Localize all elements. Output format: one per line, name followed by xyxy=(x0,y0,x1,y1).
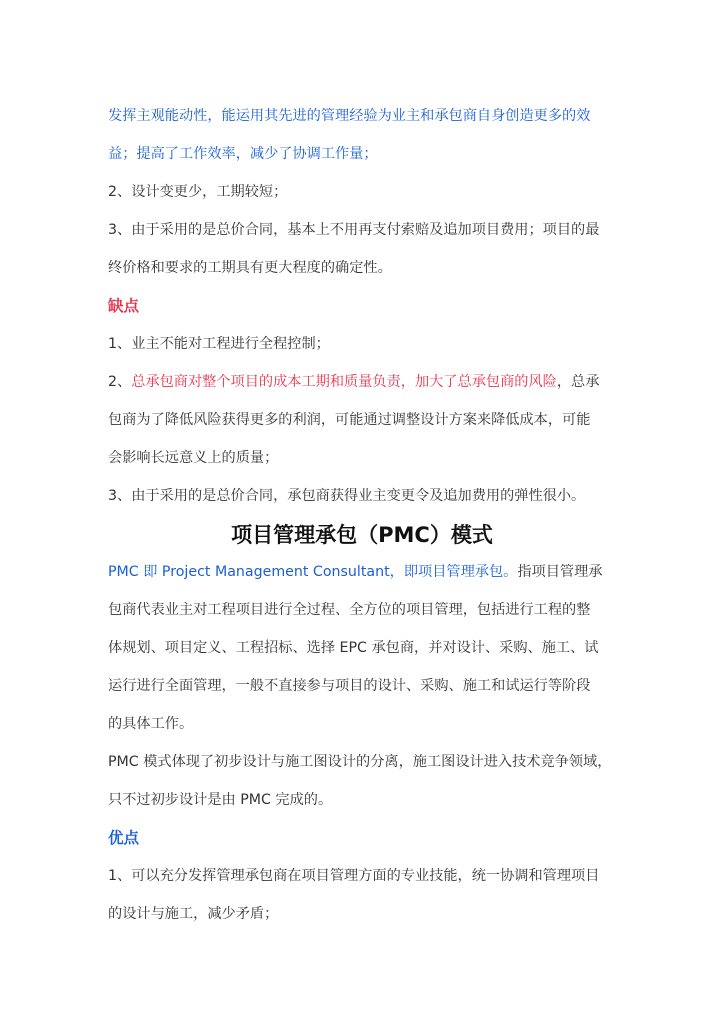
list-item: 2、设计变更少，工期较短； xyxy=(108,184,288,200)
cons-heading: 缺点 xyxy=(108,297,140,315)
paragraph-line: 只不过初步设计是由 PMC 完成的。 xyxy=(108,792,333,808)
paragraph-line: 体规划、项目定义、工程招标、选择 EPC 承包商，并对设计、采购、施工、试 xyxy=(108,640,599,656)
pros-heading: 优点 xyxy=(108,829,140,847)
paragraph-line: 发挥主观能动性，能运用其先进的管理经验为业主和承包商自身创造更多的效 xyxy=(108,108,591,124)
list-item: 3、由于采用的是总价合同，基本上不用再支付索赔及追加项目费用；项目的最 xyxy=(108,222,600,238)
list-item-continuation: 终价格和要求的工期具有更大程度的确定性。 xyxy=(108,260,392,276)
list-item: 1、业主不能对工程进行全程控制； xyxy=(108,336,330,352)
section-title: 项目管理承包（PMC）模式 xyxy=(231,523,493,547)
list-item-continuation: 包商为了降低风险获得更多的利润，可能通过调整设计方案来降低成本，可能 xyxy=(108,412,591,428)
paragraph-line xyxy=(108,553,620,591)
paragraph-text: 指项目管理承 xyxy=(517,564,603,580)
epc-pros-continuation xyxy=(108,97,620,515)
item-number: 2、 xyxy=(108,374,132,390)
list-item xyxy=(108,363,620,401)
list-item: 3、由于采用的是总价合同，承包商获得业主变更令及追加费用的弹性很小。 xyxy=(108,488,586,504)
pmc-section xyxy=(108,553,620,933)
paragraph-line: PMC 模式体现了初步设计与施工图设计的分离，施工图设计进入技术竞争领域， xyxy=(108,754,612,770)
highlighted-text: PMC 即 Project Management Consultant，即项目管理承包。 xyxy=(108,564,518,580)
list-item-continuation: 会影响长远意义上的质量； xyxy=(108,450,279,466)
item-text: ，总承 xyxy=(556,374,600,390)
paragraph-line: 运行进行全面管理，一般不直接参与项目的设计、采购、施工和试运行等阶段 xyxy=(108,678,591,694)
paragraph-line: 包商代表业主对工程项目进行全过程、全方位的项目管理，包括进行工程的整 xyxy=(108,602,591,618)
paragraph-line: 益；提高了工作效率，减少了协调工作量； xyxy=(108,146,378,162)
paragraph-line: 的具体工作。 xyxy=(108,716,194,732)
highlighted-text: 总承包商对整个项目的成本工期和质量负责，加大了总承包商的风险 xyxy=(131,374,557,390)
list-item: 1、可以充分发挥管理承包商在项目管理方面的专业技能，统一协调和管理项目 xyxy=(108,868,600,884)
list-item-continuation: 的设计与施工，减少矛盾； xyxy=(108,906,279,922)
